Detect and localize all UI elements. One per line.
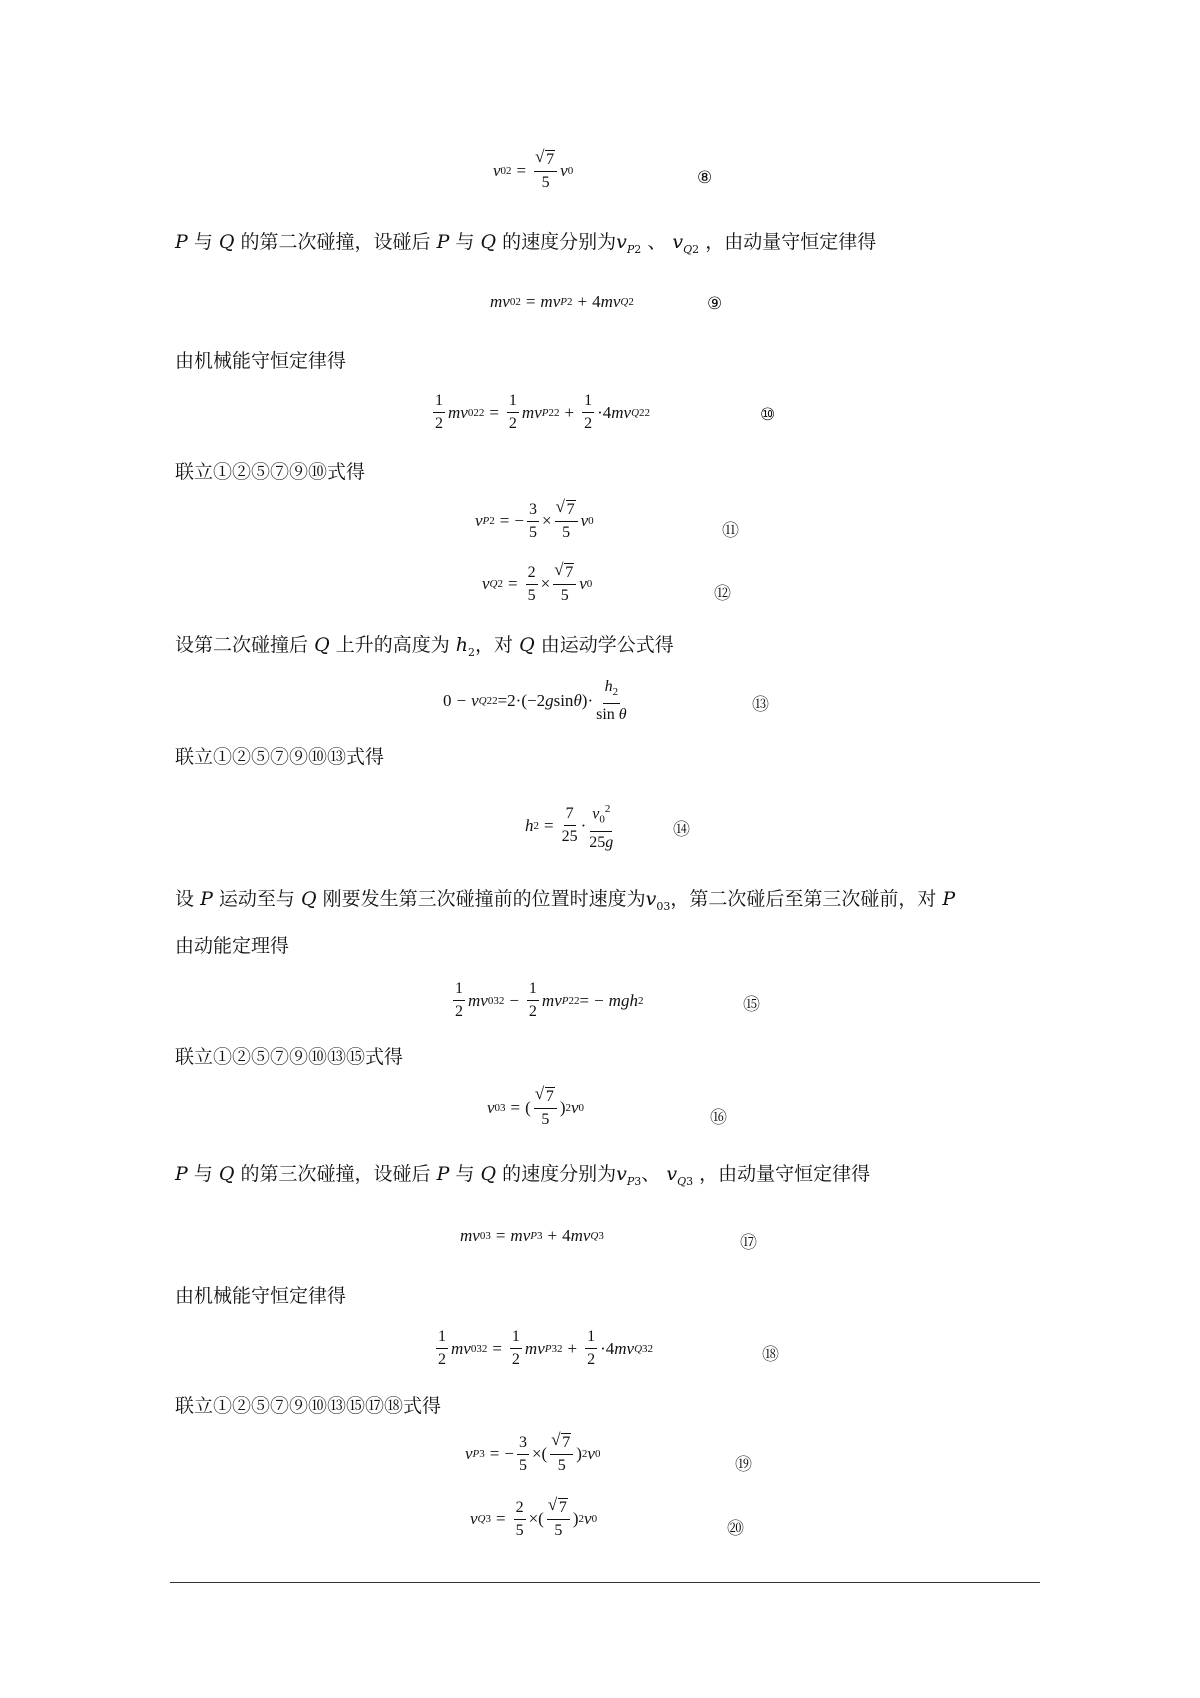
text-line-4: 设第二次碰撞后 Q 上升的高度为 $h_2$，对 Q 由运动学公式得: [175, 634, 674, 659]
footer-rule: [170, 1582, 1040, 1583]
equation-number-14: ⑭: [673, 820, 690, 840]
text-line-6: 设 P 运动至与 Q 刚要发生第三次碰撞前的位置时速度为$v_{03}$，第二次碰后至第三次碰前，对 P: [175, 888, 956, 913]
equation-number-9: ⑨: [707, 294, 723, 314]
equation-12: v Q2 = $\frac{2}{5}$ × √ $\frac{7}{5}$ v 0: [482, 563, 592, 605]
equation-16: v 03 = ( √ $\frac{7}{5}$ ) 2 v 0: [487, 1087, 584, 1129]
equation-20: v Q3 = $\frac{2}{5}$ ×( √ $\frac{7}{5}$ ) 2 v 0: [470, 1498, 597, 1540]
equation-13: 0 − v Q2 2 =2·(−2 g sin θ )· $\frac{h_2}{\text{sin θ}}$: [443, 678, 627, 724]
equation-number-18: ⑱: [762, 1345, 779, 1365]
text-line-3: 联立①②⑤⑦⑨⑩式得: [175, 461, 366, 483]
equation-number-16: ⑯: [710, 1108, 727, 1128]
equation-number-11: ⑪: [722, 521, 739, 541]
equation-15: $\frac{1}{2}$ mv 03 2 − $\frac{1}{2}$ mv P2 2 = − mgh 2: [455, 980, 644, 1020]
equation-17: mv 03 = mv P3 + 4 mv Q3: [460, 1226, 604, 1245]
text-line-5: 联立①②⑤⑦⑨⑩⑬式得: [175, 746, 385, 768]
equation-9: mv 02 = mv P2 + 4 mv Q2: [490, 292, 634, 311]
equation-number-20: ⑳: [727, 1519, 744, 1539]
equation-19: v P3 = − $\frac{3}{5}$ ×( √ $\frac{7}{5}$ ) 2 v 0: [465, 1433, 600, 1475]
equation-number-13: ⑬: [752, 695, 769, 715]
text-line-10: 由机械能守恒定律得: [175, 1285, 347, 1307]
text-line-9: P 与 Q 的第三次碰撞，设碰后 P 与 Q 的速度分别为$v_{P3}$、 $v_{Q3}$ ，由动量守恒定律得: [175, 1163, 871, 1188]
equation-number-8: ⑧: [697, 168, 713, 188]
text-line-2: 由机械能守恒定律得: [175, 350, 347, 372]
equation-11: v P2 = − $\frac{3}{5}$ × √ $\frac{7}{5}$ v 0: [475, 500, 594, 542]
equation-number-12: ⑫: [714, 584, 731, 604]
equation-10: $\frac{1}{2}$ mv 02 2 = $\frac{1}{2}$ mv P2 2 + $\frac{1}{2}$ ·4 mv Q2 2: [435, 392, 651, 432]
text-line-11: 联立①②⑤⑦⑨⑩⑬⑮⑰⑱式得: [175, 1395, 442, 1417]
text-line-7: 由动能定理得: [175, 935, 290, 957]
text-line-1: P 与 Q 的第二次碰撞，设碰后 P 与 Q 的速度分别为$v_{P2}$ 、 $v_{Q2}$ ，由动量守恒定律得: [175, 231, 877, 256]
equation-number-10: ⑩: [760, 405, 776, 425]
equation-number-17: ⑰: [740, 1233, 757, 1253]
equation-number-15: ⑮: [743, 995, 760, 1015]
equation-number-19: ⑲: [735, 1455, 752, 1475]
text-line-8: 联立①②⑤⑦⑨⑩⑬⑮式得: [175, 1046, 404, 1068]
equation-18: $\frac{1}{2}$ mv 03 2 = $\frac{1}{2}$ mv P3 2 + $\frac{1}{2}$ ·4 mv Q3 2: [438, 1328, 654, 1368]
equation-8: v 02 = √ $\frac{7}{5}$ v 0: [493, 150, 573, 192]
equation-14: h 2 = $\frac{7}{25}$ · $\frac{v_0^2}{25g}$: [525, 800, 616, 852]
